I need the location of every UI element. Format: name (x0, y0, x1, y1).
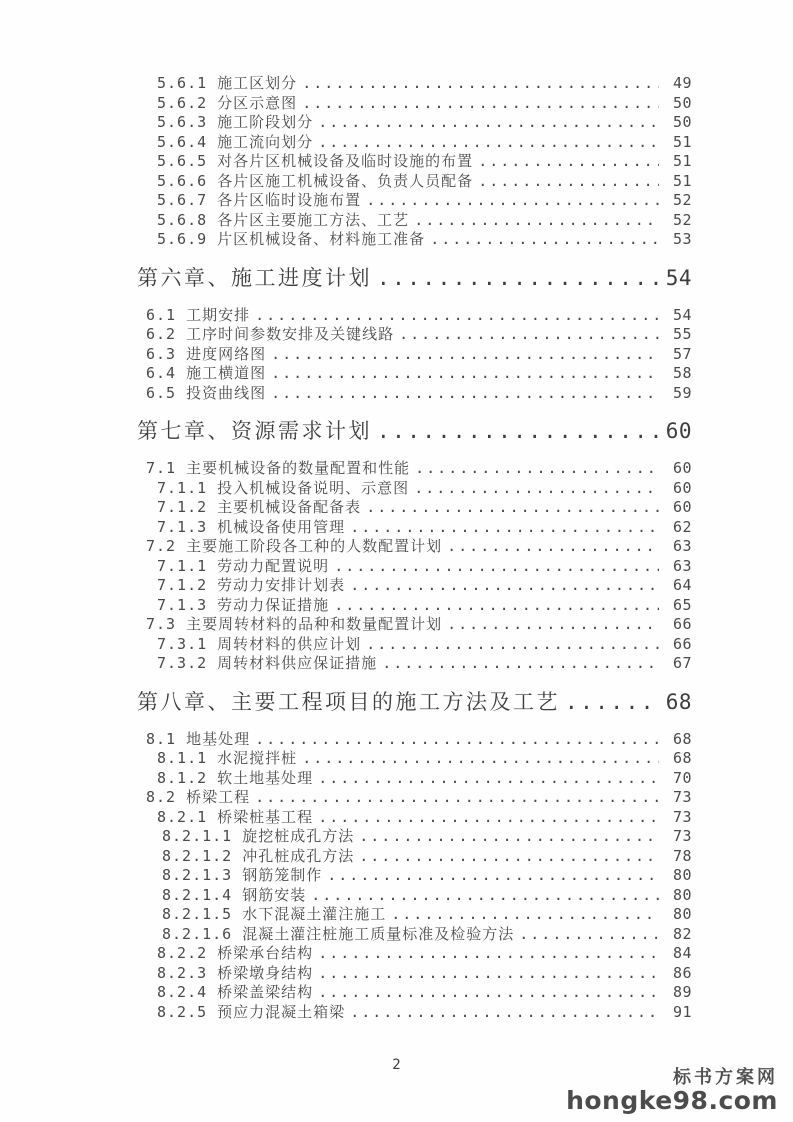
toc-entry (137, 345, 692, 365)
page-number: 2 (392, 1057, 401, 1073)
toc-entry (137, 687, 692, 717)
toc-leader-dots (302, 94, 659, 114)
toc-entry (137, 983, 692, 1003)
toc-entry-title: 5.6.6 各片区施工机械设备、负责人员配备 (157, 171, 474, 190)
toc-entry-title: 8.2.1.5 水下混凝土灌注施工 (162, 905, 387, 923)
toc-entry-title: 7.2 主要施工阶段各工种的人数配置计划 (146, 537, 443, 555)
toc-entry-page: 82 (672, 924, 692, 943)
toc-entry (137, 964, 692, 984)
toc-entry-title: 6.3 进度网络图 (146, 344, 267, 363)
toc-entry-title: 第七章、资源需求计划 (137, 419, 372, 443)
toc-entry-title: 6.4 施工横道图 (146, 364, 267, 382)
toc-entry-page: 86 (672, 963, 692, 982)
toc-entry-page: 51 (672, 171, 692, 190)
toc-leader-dots (366, 191, 659, 211)
toc-entry (137, 827, 692, 847)
toc-leader-dots (271, 345, 659, 365)
toc-leader-dots (311, 886, 659, 906)
toc-entry-page: 53 (672, 230, 692, 248)
toc-entry (137, 133, 692, 153)
toc-entry-page: 70 (672, 768, 692, 787)
toc-entry-title: 6.2 工序时间参数安排及关键线路 (146, 325, 395, 343)
toc-entry-page: 52 (672, 210, 692, 229)
toc-leader-dots (334, 596, 659, 616)
toc-leader-dots (377, 263, 659, 293)
toc-leader-dots (359, 847, 659, 867)
toc-entry-title: 8.2.1.1 旋挖桩成孔方法 (162, 827, 355, 845)
toc-entry-title: 7.1.2 主要机械设备配备表 (157, 498, 362, 516)
toc-leader-dots (399, 325, 659, 345)
toc-entry-page: 68 (672, 729, 692, 748)
toc-leader-dots (350, 576, 659, 596)
toc-leader-dots (382, 654, 659, 674)
toc-leader-dots (447, 615, 659, 635)
toc-leader-dots (271, 364, 659, 384)
toc-entry-title: 5.6.1 施工区划分 (157, 74, 298, 92)
toc-leader-dots (334, 557, 659, 577)
toc-leader-dots (415, 459, 659, 479)
toc-entry-page: 66 (672, 634, 692, 653)
toc-leader-dots (414, 211, 659, 231)
toc-entry-page: 73 (672, 827, 692, 845)
toc-entry-page: 89 (672, 983, 692, 1001)
toc-entry-page: 54 (672, 305, 692, 324)
toc-entry-page: 66 (672, 615, 692, 633)
toc-leader-dots (271, 384, 659, 404)
toc-entry (137, 74, 692, 94)
toc-entry (137, 384, 692, 404)
toc-entry-page: 80 (672, 905, 692, 923)
toc-entry-title: 8.2.4 桥梁盖梁结构 (157, 983, 314, 1001)
toc-entry (137, 364, 692, 384)
toc-entry (137, 518, 692, 538)
toc-entry (137, 211, 692, 231)
toc-entry-page: 68 (672, 749, 692, 767)
toc-entry-page: 57 (672, 344, 692, 363)
toc-entry-title: 8.1.1 水泥搅拌桩 (157, 749, 298, 767)
toc-entry-page: 73 (672, 788, 692, 806)
toc-entry-page: 78 (672, 846, 692, 865)
toc-entry (137, 635, 692, 655)
watermark-site-name: 标书方案网 (673, 1066, 778, 1088)
toc-entry-title: 5.6.5 对各片区机械设备及临时设施的布置 (157, 152, 474, 170)
toc-entry (137, 905, 692, 925)
toc-entry-page: 73 (672, 807, 692, 826)
toc-entry-title: 5.6.2 分区示意图 (157, 93, 298, 112)
toc-entry (137, 306, 692, 326)
toc-entry (137, 230, 692, 250)
toc-entry-title: 7.3.2 周转材料供应保证措施 (157, 654, 378, 672)
toc-entry (137, 113, 692, 133)
toc-leader-dots (318, 808, 659, 828)
toc-entry-page: 54 (665, 265, 692, 290)
toc-entry-page: 80 (672, 866, 692, 884)
toc-entry-title: 8.2.1.4 钢筋安装 (162, 885, 307, 904)
toc-entry-title: 8.2.1 桥梁桩基工程 (157, 807, 314, 826)
toc-leader-dots (318, 964, 659, 984)
toc-entry-page: 62 (672, 517, 692, 536)
toc-entry-page: 68 (665, 689, 692, 714)
toc-entry (137, 788, 692, 808)
toc-entry (137, 537, 692, 557)
toc-entry-page: 59 (672, 383, 692, 402)
toc-entry-page: 49 (672, 74, 692, 92)
toc-entry-title: 8.2.1.3 钢筋笼制作 (162, 866, 323, 884)
toc-leader-dots (318, 983, 659, 1003)
toc-entry (137, 769, 692, 789)
toc-leader-dots (447, 537, 659, 557)
toc-entry-title: 6.5 投资曲线图 (146, 383, 267, 402)
toc-entry-title: 7.3 主要周转材料的品种和数量配置计划 (146, 615, 443, 633)
toc-entry-title: 8.1.2 软土地基处理 (157, 768, 314, 787)
toc-leader-dots (377, 416, 659, 446)
toc-leader-dots (414, 479, 659, 499)
toc-entry-title: 5.6.3 施工阶段划分 (157, 113, 314, 131)
toc-entry-title: 第六章、施工进度计划 (137, 265, 372, 290)
toc-entry-title: 7.1 主要机械设备的数量配置和性能 (146, 459, 411, 477)
watermark (566, 1066, 778, 1115)
toc-entry-title: 7.1.3 机械设备使用管理 (157, 517, 346, 536)
toc-entry-page: 51 (672, 132, 692, 151)
toc-entry-title: 8.2 桥梁工程 (146, 788, 251, 806)
toc-entry (137, 325, 692, 345)
toc-entry-title: 5.6.9 片区机械设备、材料施工准备 (157, 230, 426, 248)
toc-entry (137, 576, 692, 596)
toc-leader-dots (366, 498, 659, 518)
toc-entry (137, 925, 692, 945)
toc-entry (137, 596, 692, 616)
toc-leader-dots (327, 866, 659, 886)
toc-leader-dots (391, 905, 659, 925)
toc-entry-page: 91 (672, 1002, 692, 1021)
toc-entry-title: 6.1 工期安排 (146, 305, 251, 324)
toc-entry-title: 第八章、主要工程项目的施工方法及工艺 (137, 689, 560, 714)
toc-entry-page: 67 (672, 654, 692, 672)
toc-entry-title: 5.6.8 各片区主要施工方法、工艺 (157, 210, 410, 229)
toc-entry-page: 50 (672, 113, 692, 131)
toc-leader-dots (366, 635, 659, 655)
toc-entry-page: 58 (672, 364, 692, 382)
toc-leader-dots (565, 687, 659, 717)
toc-entry (137, 615, 692, 635)
toc-entry-page: 52 (672, 191, 692, 209)
toc-entry-page: 60 (672, 459, 692, 477)
toc-entry-title: 8.2.2 桥梁承台结构 (157, 944, 314, 962)
toc-entry-page: 63 (672, 556, 692, 575)
toc-entry (137, 479, 692, 499)
toc-leader-dots (255, 730, 659, 750)
toc-entry-title: 7.3.1 周转材料的供应计划 (157, 634, 362, 653)
toc-leader-dots (478, 172, 659, 192)
toc-entry-title: 8.2.1.2 冲孔桩成孔方法 (162, 846, 355, 865)
toc-leader-dots (478, 152, 659, 172)
toc-entry-page: 65 (672, 595, 692, 614)
toc-leader-dots (350, 1003, 659, 1023)
toc-leader-dots (255, 306, 659, 326)
toc-entry (137, 654, 692, 674)
toc-leader-dots (430, 230, 659, 250)
toc-entry-page: 63 (672, 537, 692, 555)
toc-entry-page: 64 (672, 576, 692, 594)
toc-entry-page: 60 (665, 419, 692, 443)
toc-entry-page: 80 (672, 885, 692, 904)
toc-entry (137, 847, 692, 867)
toc-leader-dots (318, 769, 659, 789)
toc-leader-dots (359, 827, 659, 847)
toc-leader-dots (350, 518, 659, 538)
toc-leader-dots (519, 925, 659, 945)
toc-entry (137, 808, 692, 828)
toc-entry (137, 944, 692, 964)
toc-entry-title: 7.1.3 劳动力保证措施 (157, 595, 330, 614)
toc-leader-dots (255, 788, 659, 808)
toc-entry-page: 55 (672, 325, 692, 343)
toc-entry-page: 50 (672, 93, 692, 112)
toc-entry (137, 416, 692, 446)
toc-entry (137, 1003, 692, 1023)
watermark-site-url: hongke98.com (566, 1085, 778, 1115)
toc-leader-dots (302, 74, 659, 94)
toc-entry-page: 60 (672, 478, 692, 497)
toc-leader-dots (318, 133, 659, 153)
toc-leader-dots (318, 944, 659, 964)
toc-entry (137, 866, 692, 886)
toc-entry (137, 191, 692, 211)
toc-entry-title: 7.1.2 劳动力安排计划表 (157, 576, 346, 594)
toc-entry (137, 152, 692, 172)
toc-entry (137, 263, 692, 293)
toc-entry-title: 7.1.1 投入机械设备说明、示意图 (157, 478, 410, 497)
toc-entry (137, 172, 692, 192)
toc-entry (137, 557, 692, 577)
toc-entry (137, 459, 692, 479)
toc-entry-title: 8.1 地基处理 (146, 729, 251, 748)
table-of-contents (137, 74, 692, 1022)
toc-entry-page: 84 (672, 944, 692, 962)
toc-leader-dots (318, 113, 659, 133)
toc-leader-dots (302, 749, 659, 769)
toc-entry (137, 94, 692, 114)
toc-entry-title: 8.2.1.6 混凝土灌注桩施工质量标准及检验方法 (162, 924, 515, 943)
toc-entry (137, 886, 692, 906)
toc-entry-title: 8.2.3 桥梁墩身结构 (157, 963, 314, 982)
toc-entry (137, 749, 692, 769)
toc-entry-title: 8.2.5 预应力混凝土箱梁 (157, 1002, 346, 1021)
toc-entry-page: 60 (672, 498, 692, 516)
toc-entry-page: 51 (672, 152, 692, 170)
toc-entry-title: 5.6.4 施工流向划分 (157, 132, 314, 151)
toc-entry (137, 498, 692, 518)
toc-entry-title: 7.1.1 劳动力配置说明 (157, 556, 330, 575)
toc-entry-title: 5.6.7 各片区临时设施布置 (157, 191, 362, 209)
toc-entry (137, 730, 692, 750)
